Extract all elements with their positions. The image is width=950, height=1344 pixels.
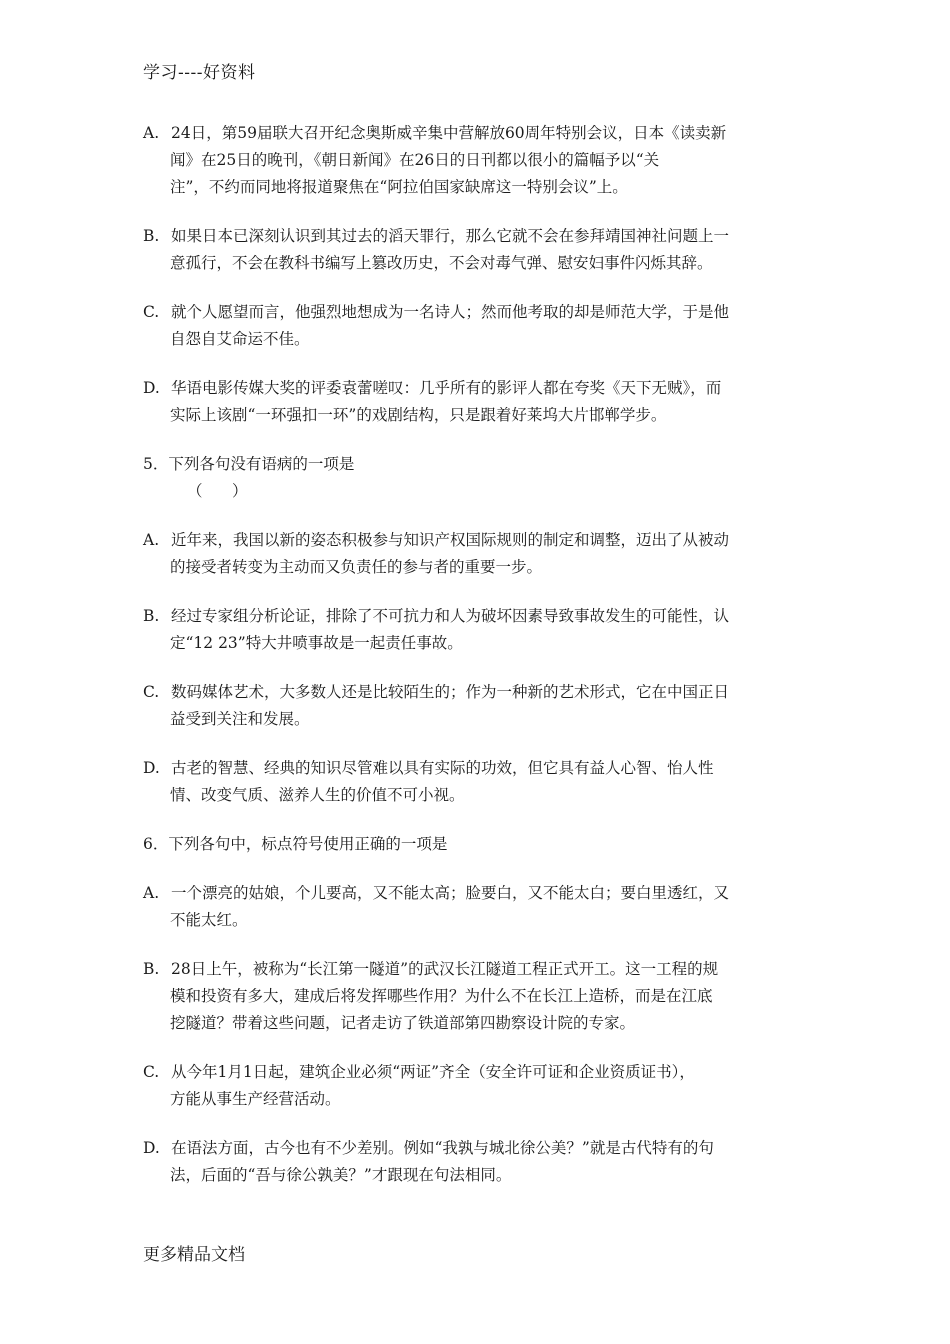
page-footer: 更多精品文档 — [143, 1245, 245, 1265]
answer-option — [143, 223, 808, 277]
answer-option — [143, 603, 808, 657]
option-text-line: 定“12 23”特大井喷事故是一起责任事故。 — [170, 634, 463, 652]
option-text-line: 益受到关注和发展。 — [170, 710, 310, 728]
option-text-line: 的接受者转变为主动而又负责任的参与者的重要一步。 — [170, 558, 543, 576]
option-text-line: 如果日本已深刻认识到其过去的滔天罪行，那么它就不会在参拜靖国神社问题上一 — [171, 227, 730, 245]
option-label: D. — [143, 379, 160, 397]
answer-option — [143, 1059, 808, 1113]
option-label: B. — [143, 607, 160, 625]
option-text-line: 近年来，我国以新的姿态积极参与知识产权国际规则的制定和调整，迈出了从被动 — [171, 531, 730, 549]
option-label: B. — [143, 960, 160, 978]
option-text-line: 挖隧道？带着这些问题，记者走访了铁道部第四勘察设计院的专家。 — [170, 1014, 636, 1032]
option-text-line: 古老的智慧、经典的知识尽管难以具有实际的功效，但它具有益人心智、怡人性 — [171, 759, 714, 777]
option-text-line: 从今年1月1日起，建筑企业必须“两证”齐全（安全许可证和企业资质证书）， — [171, 1063, 695, 1081]
option-text — [171, 299, 808, 353]
document-body — [143, 120, 808, 1211]
answer-option — [143, 679, 808, 733]
option-text — [171, 603, 808, 657]
option-text-line: 法，后面的“吾与徐公孰美？”才跟现在句法相同。 — [170, 1166, 512, 1184]
option-text-line: 在语法方面，古今也有不少差别。例如“我孰与城北徐公美？”就是古代特有的句 — [171, 1139, 714, 1157]
option-text-line: 不能太红。 — [170, 911, 248, 929]
option-label: D. — [143, 759, 160, 777]
option-text — [171, 956, 808, 1037]
option-text-line: 实际上该剧“一环强扣一环”的戏剧结构，只是跟着好莱坞大片邯郸学步。 — [170, 406, 667, 424]
question-text: 6．下列各句中，标点符号使用正确的一项是 — [143, 835, 448, 853]
option-text-line: 闻》在25日的晚刊，《朝日新闻》在26日的日刊都以很小的篇幅予以“关 — [170, 151, 660, 169]
option-text — [171, 375, 808, 429]
option-label: C. — [143, 683, 160, 701]
option-text — [171, 880, 808, 934]
option-text-line: 华语电影传媒大奖的评委袁蕾嗟叹：几乎所有的影评人都在夸奖《天下无贼》，而 — [171, 379, 722, 397]
option-text — [171, 1135, 808, 1189]
answer-option — [143, 120, 808, 201]
answer-option — [143, 375, 808, 429]
answer-option — [143, 527, 808, 581]
option-text — [171, 223, 808, 277]
answer-option — [143, 755, 808, 809]
option-text — [171, 120, 808, 201]
option-text-line: 就个人愿望而言，他强烈地想成为一名诗人；然而他考取的却是师范大学，于是他 — [171, 303, 730, 321]
option-text — [171, 679, 808, 733]
option-label: A. — [143, 124, 160, 142]
answer-option — [143, 299, 808, 353]
option-label: D. — [143, 1139, 160, 1157]
option-text-line: 24日，第59届联大召开纪念奥斯威辛集中营解放60周年特别会议，日本《读卖新 — [171, 124, 727, 142]
page-header: 学习----好资料 — [143, 63, 256, 83]
question-stem — [143, 831, 808, 858]
option-text-line: 一个漂亮的姑娘，个儿要高，又不能太高；脸要白，又不能太白；要白里透红，又 — [171, 884, 730, 902]
answer-option — [143, 1135, 808, 1189]
option-text-line: 注”，不约而同地将报道聚焦在“阿拉伯国家缺席这一特别会议”上。 — [170, 178, 628, 196]
answer-option — [143, 956, 808, 1037]
question-stem — [143, 451, 808, 505]
option-label: B. — [143, 227, 160, 245]
option-text-line: 经过专家组分析论证，排除了不可抗力和人为破坏因素导致事故发生的可能性，认 — [171, 607, 730, 625]
option-text-line: 28日上午，被称为“长江第一隧道”的武汉长江隧道工程正式开工。这一工程的规 — [171, 960, 719, 978]
option-text — [171, 1059, 808, 1113]
option-label: C. — [143, 1063, 160, 1081]
option-text — [171, 527, 808, 581]
option-text-line: 方能从事生产经营活动。 — [170, 1090, 341, 1108]
option-label: A. — [143, 884, 160, 902]
option-text-line: 模和投资有多大，建成后将发挥哪些作用？为什么不在长江上造桥，而是在江底 — [170, 987, 713, 1005]
option-text-line: 数码媒体艺术，大多数人还是比较陌生的；作为一种新的艺术形式，它在中国正日 — [171, 683, 730, 701]
answer-option — [143, 880, 808, 934]
question-text: 5．下列各句没有语病的一项是 — [143, 455, 355, 473]
answer-blank: （ ） — [187, 482, 248, 500]
option-text-line: 意孤行，不会在教科书编写上篡改历史，不会对毒气弹、慰安妇事件闪烁其辞。 — [170, 254, 713, 272]
option-text-line: 自怨自艾命运不佳。 — [170, 330, 310, 348]
option-label: A. — [143, 531, 160, 549]
option-text-line: 情、改变气质、滋养人生的价值不可小视。 — [170, 786, 465, 804]
option-text — [171, 755, 808, 809]
option-label: C. — [143, 303, 160, 321]
